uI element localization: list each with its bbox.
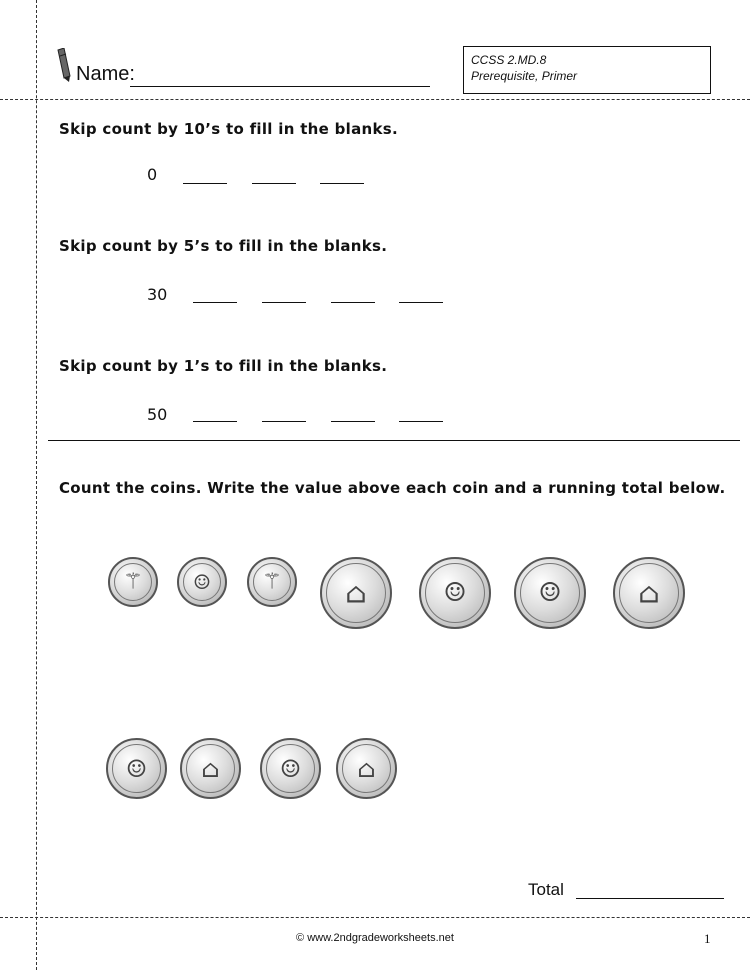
blank-1-4[interactable] <box>399 421 443 422</box>
dime-heads-icon: ☺ <box>177 557 227 607</box>
footer-copyright: © www.2ndgradeworksheets.net <box>296 932 454 944</box>
skip-instruction-5: Skip count by 5’s to fill in the blanks. <box>59 237 388 255</box>
penny-tails-icon: ⌂ <box>180 738 241 799</box>
blank-5-3[interactable] <box>331 302 375 303</box>
blank-1-2[interactable] <box>262 421 306 422</box>
name-field[interactable] <box>130 86 430 87</box>
penny-heads-icon: ☺ <box>106 738 167 799</box>
penny-heads-icon: ☺ <box>260 738 321 799</box>
skip-start-10: 0 <box>147 165 158 184</box>
blank-5-2[interactable] <box>262 302 306 303</box>
blank-5-1[interactable] <box>193 302 237 303</box>
dime-tails-icon: ⚚ <box>108 557 158 607</box>
standard-box <box>463 46 711 94</box>
total-label: Total <box>528 880 564 899</box>
page-number: 1 <box>704 931 711 946</box>
standard-code: CCSS 2.MD.8 <box>471 53 547 67</box>
blank-5-4[interactable] <box>399 302 443 303</box>
nickel-heads-icon: ☺ <box>514 557 586 629</box>
nickel-tails-icon: ⌂ <box>613 557 685 629</box>
nickel-heads-icon: ☺ <box>419 557 491 629</box>
standard-level: Prerequisite, Primer <box>471 69 578 83</box>
blank-10-1[interactable] <box>183 183 227 184</box>
total-field[interactable] <box>576 898 724 899</box>
blank-1-1[interactable] <box>193 421 237 422</box>
dime-tails-icon: ⚚ <box>247 557 297 607</box>
blank-10-3[interactable] <box>320 183 364 184</box>
skip-instruction-1: Skip count by 1’s to fill in the blanks. <box>59 357 388 375</box>
margin-guide-bottom <box>0 917 750 918</box>
pencil-icon <box>52 48 72 84</box>
name-label: Name: <box>76 63 135 85</box>
blank-10-2[interactable] <box>252 183 296 184</box>
skip-instruction-10: Skip count by 10’s to fill in the blanks. <box>59 120 399 138</box>
skip-start-5: 30 <box>147 285 168 304</box>
skip-start-1: 50 <box>147 405 168 424</box>
blank-1-3[interactable] <box>331 421 375 422</box>
coins-instruction: Count the coins. Write the value above each coin and a running total below. <box>59 479 726 497</box>
section-divider <box>48 440 740 441</box>
margin-guide-top <box>0 99 750 100</box>
margin-guide-vertical <box>36 0 37 970</box>
penny-tails-icon: ⌂ <box>336 738 397 799</box>
nickel-tails-icon: ⌂ <box>320 557 392 629</box>
